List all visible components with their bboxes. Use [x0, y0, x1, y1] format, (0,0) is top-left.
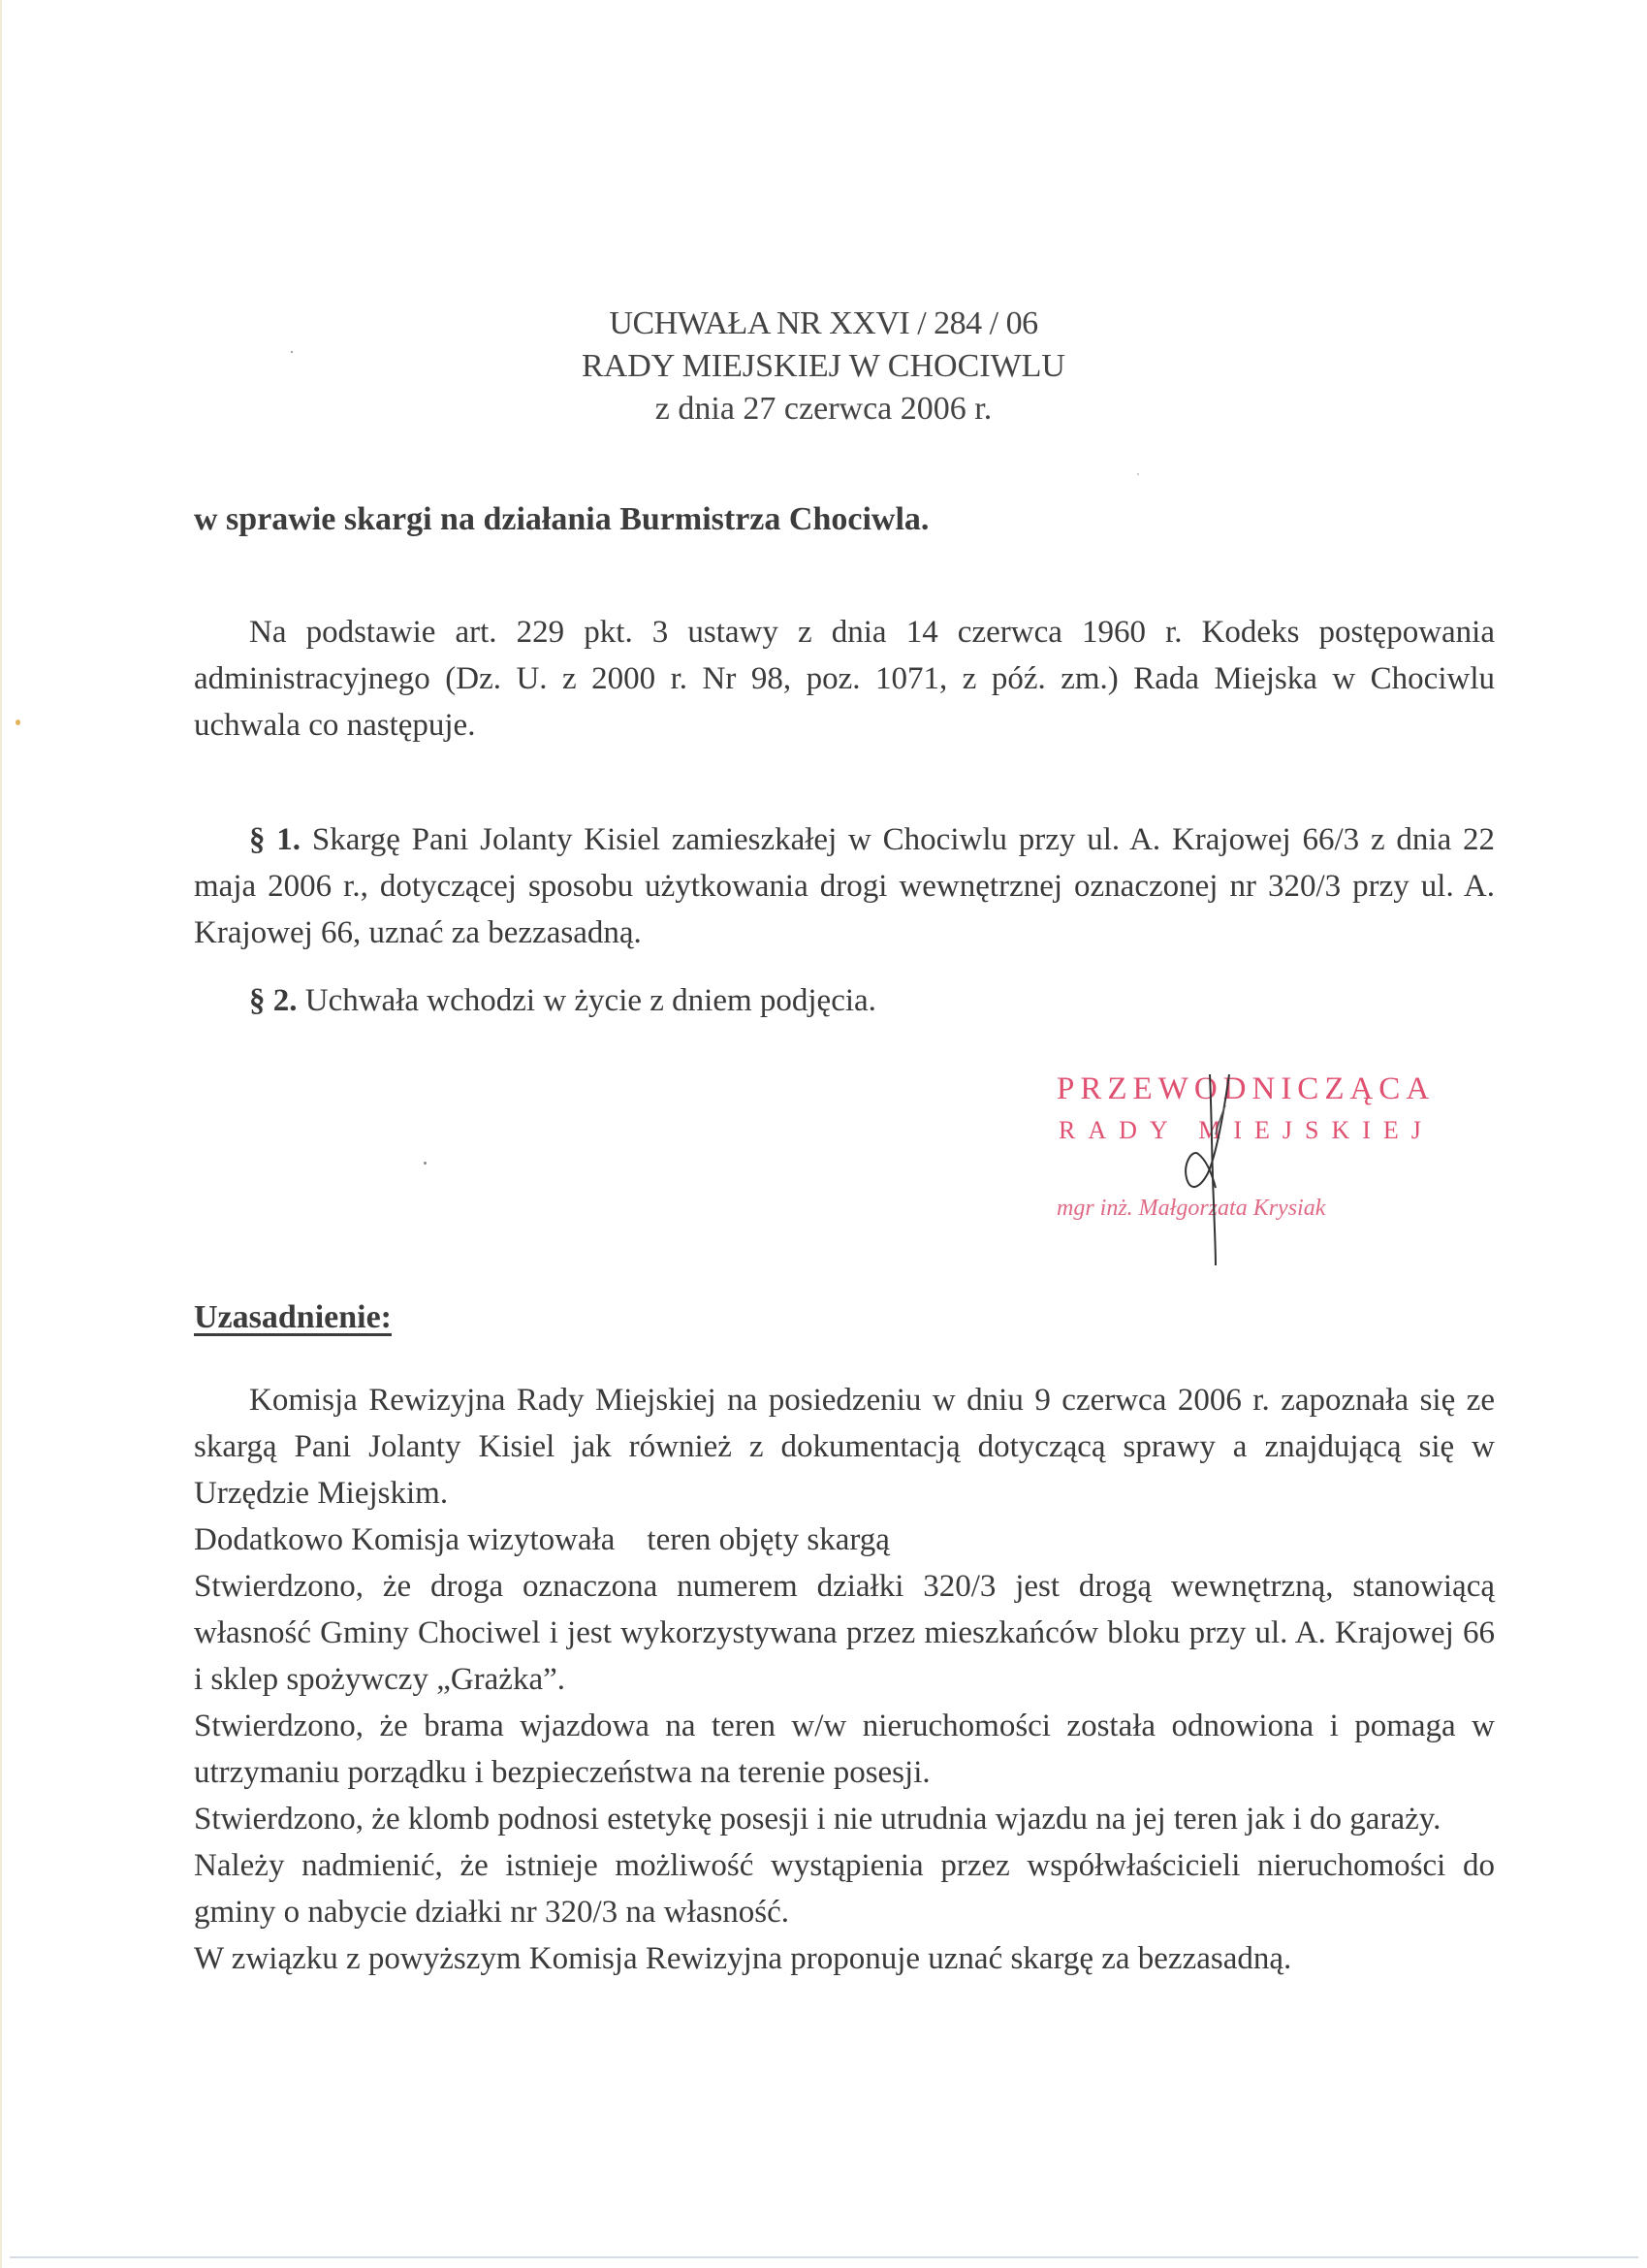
justification-body — [194, 1377, 1495, 1982]
section-2-label: § 2. — [249, 983, 298, 1018]
justification-heading: Uzasadnienie: — [194, 1299, 392, 1335]
chairwoman-stamp — [1057, 1071, 1464, 1265]
council-name: RADY MIEJSKIEJ W CHOCIWLU — [582, 348, 1065, 384]
justification-paragraph: W związku z powyższym Komisja Rewizyjna proponuje uznać skargę za bezzasadną. — [194, 1941, 1292, 1976]
justification-paragraph: Stwierdzono, że droga oznaczona numerem działki 320/3 jest drogą wewnętrzną, stanowiącą własność Gminy Chociwel i jest wykorzystywana przez mieszkańców bloku przy ul. A. Krajowej 66 i sklep spożywczy „Grażka”. — [194, 1569, 1495, 1697]
legal-basis-text: Na podstawie art. 229 pkt. 3 ustawy z dnia 14 czerwca 1960 r. Kodeks postępowania administracyjnego (Dz. U. z 2000 r. Nr 98, poz. 1071, z póź. zm.) Rada Miejska w Chociwlu uchwala co następuje. — [194, 615, 1495, 743]
justification-paragraph: Stwierdzono, że klomb podnosi estetykę posesji i nie utrudnia wjazdu na jej teren jak i do garaży. — [194, 1802, 1441, 1837]
resolution-subject: w sprawie skargi na działania Burmistrza Chociwla. — [194, 501, 930, 537]
scan-line — [10, 2256, 1638, 2258]
resolution-header — [0, 303, 1647, 431]
resolution-number: UCHWAŁA NR XXVI / 284 / 06 — [609, 305, 1038, 341]
justification-paragraph: Dodatkowo Komisja wizytowała teren objęty skargą — [194, 1522, 890, 1557]
scan-speck — [16, 719, 20, 725]
stamp-name: mgr inż. Małgorzata Krysiak — [1057, 1196, 1326, 1221]
justification-paragraph: Należy nadmienić, że istnieje możliwość wystąpienia przez współwłaścicieli nieruchomości do gminy o nabycie działki nr 320/3 na własność. — [194, 1848, 1495, 1930]
resolution-date: z dnia 27 czerwca 2006 r. — [654, 391, 993, 427]
section-1-text: Skargę Pani Jolanty Kisiel zamieszkałej w Chociwlu przy ul. A. Krajowej 66/3 z dnia 22 maja 2006 r., dotyczącej sposobu użytkowania drogi wewnętrznej oznaczonej nr 320/3 przy ul. A. Krajowej 66, uznać za bezzasadną. — [194, 822, 1496, 950]
section-2-text: Uchwała wchodzi w życie z dniem podjęcia. — [304, 983, 876, 1018]
section-2 — [194, 977, 1495, 1024]
stamp-council: RADY MIEJSKIEJ — [1059, 1116, 1434, 1144]
stamp-title: PRZEWODNICZĄCA — [1057, 1071, 1436, 1106]
section-1-label: § 1. — [249, 822, 301, 857]
justification-paragraph: Stwierdzono, że brama wjazdowa na teren w/w nieruchomości została odnowiona i pomaga w utrzymaniu porządku i bezpieczeństwa na terenie posesji. — [194, 1709, 1495, 1790]
legal-basis — [194, 609, 1495, 749]
scan-speck — [1137, 473, 1139, 475]
scan-speck — [424, 1162, 427, 1165]
section-1 — [194, 816, 1495, 956]
handwritten-signature — [1173, 1057, 1251, 1270]
justification-paragraph: Komisja Rewizyjna Rady Miejskiej na posiedzeniu w dniu 9 czerwca 2006 r. zapoznała się ze skargą Pani Jolanty Kisiel jak również z dokumentacją dotyczącą sprawy a znajdującą się w Urzędzie Miejskim. — [194, 1383, 1495, 1511]
